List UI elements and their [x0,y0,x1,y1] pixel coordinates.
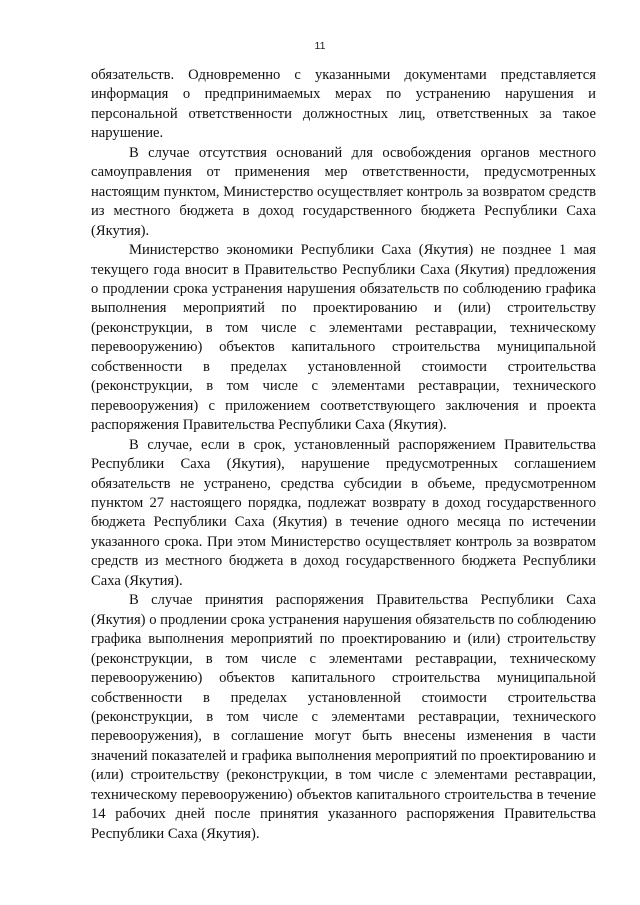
paragraph-agreement-changes: В случае принятия распоряжения Правительства Республики Саха (Якутия) о продлении срока устранения нарушения обязательств по соблюдению графика выполнения мероприятий по проектированию и (или) строительству (реконструкции, в том числе с элементами реставрации, техническому перевооружению) объектов капитального строительства муниципальной собственности в пределах установленной стоимости строительства (реконструкции, в том числе с элементами реставрации, технического перевооружения), в соглашение могут быть внесены изменения в части значений показателей и графика выполнения мероприятий по проектированию и (или) строительству (реконструкции, в том числе с элементами реставрации, техническому перевооружению) объектов капитального строительства в течение 14 рабочих дней после принятия указанного распоряжения Правительства Республики Саха (Якутия). [91,592,596,842]
paragraph-subsidy-return: В случае, если в срок, установленный распоряжением Правительства Республики Саха (Якутия), нарушение предусмотренных соглашением обязательств не устранено, средства субсидии в объеме, предусмотренном пунктом 27 настоящего порядка, подлежат возврату в доход государственного бюджета Республики Саха (Якутия) в течение одного месяца по истечении указанного срока. При этом Министерство осуществляет контроль за возвратом средств из местного бюджета в доход государственного бюджета Республики Саха (Якутия). [91,436,596,589]
paragraph-control-return: В случае отсутствия оснований для освобождения органов местного самоуправления от применения мер ответственности, предусмотренных настоящим пунктом, Министерство осуществляет контроль за возвратом средств из местного бюджета в доход государственного бюджета Республики Саха (Якутия). [91,144,596,239]
page-number: 11 [314,40,326,52]
paragraph-continuation: обязательств. Одновременно с указанными документами представляется информация о предпринимаемых мерах по устранению нарушения и персональной ответственности должностных лиц, ответственных за такое нарушение. [91,67,596,142]
paragraph-ministry-proposal: Министерство экономики Республики Саха (Якутия) не позднее 1 мая текущего года вносит в Правительство Республики Саха (Якутия) предложения о продлении срока устранения нарушения обязательств по соблюдению графика выполнения мероприятий по проектированию и (или) строительству (реконструкции, в том числе с элементами реставрации, техническому перевооружению) объектов капитального строительства муниципальной собственности в пределах установленной стоимости строительства (реконструкции, в том числе с элементами реставрации, технического перевооружения) с приложением соответствующего заключения и проекта распоряжения Правительства Республики Саха (Якутия). [91,242,596,434]
document-body [91,66,596,844]
